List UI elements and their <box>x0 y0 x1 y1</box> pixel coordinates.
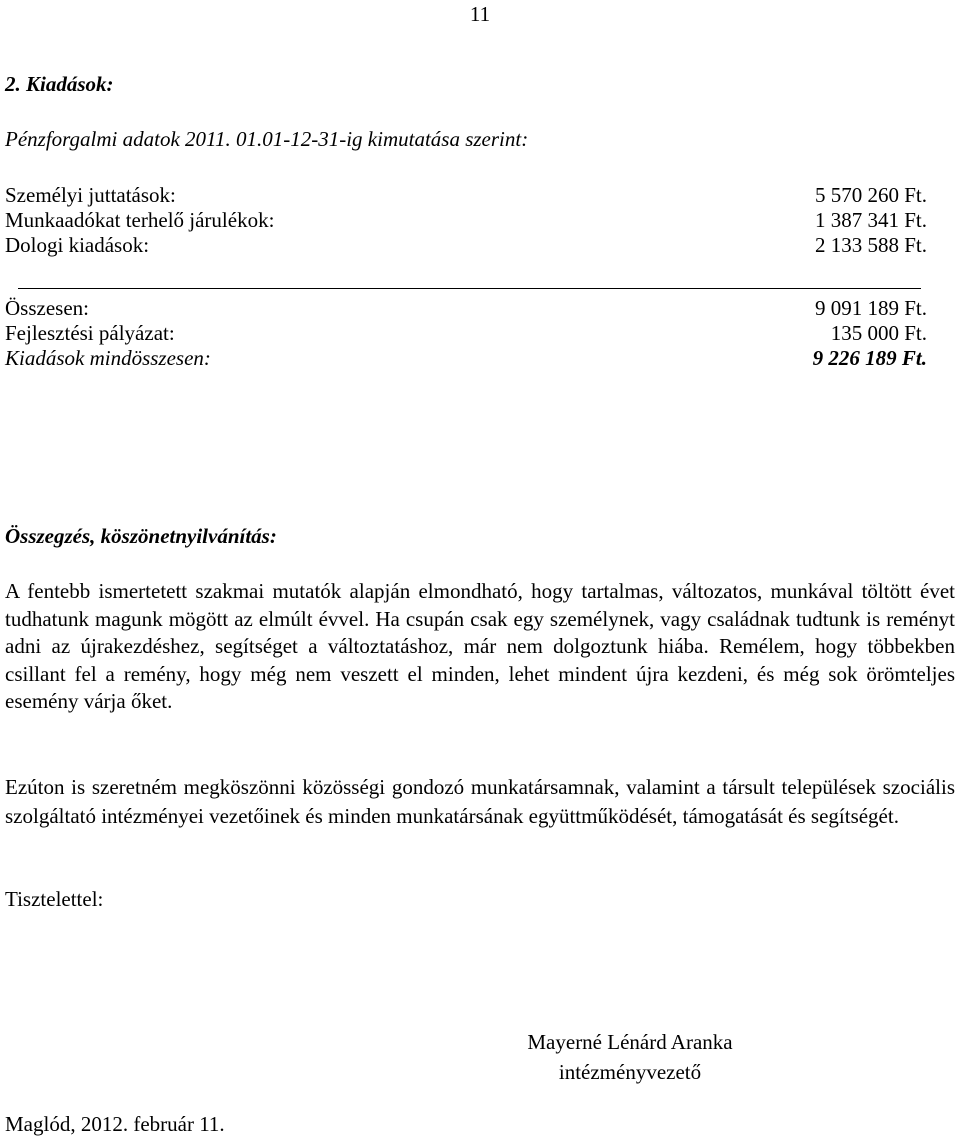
grand-total-label: Kiadások mindösszesen: <box>5 346 211 370</box>
expense-label: Dologi kiadások: <box>5 233 150 257</box>
expense-amount: 5 570 260 Ft. <box>814 183 927 207</box>
page-number: 11 <box>469 2 491 26</box>
total-amount: 9 091 189 Ft. <box>814 296 927 320</box>
signatory-name: Mayerné Lénárd Aranka <box>527 1030 733 1054</box>
total-row <box>5 296 927 321</box>
grant-row <box>5 321 927 346</box>
place-and-date: Maglód, 2012. február 11. <box>5 1112 225 1136</box>
expense-amount: 2 133 588 Ft. <box>814 233 927 257</box>
expense-label: Személyi juttatások: <box>5 183 176 207</box>
closing-greeting: Tisztelettel: <box>5 887 104 911</box>
grant-amount: 135 000 Ft. <box>830 321 927 345</box>
expenses-table <box>5 183 927 258</box>
grand-total-row <box>5 346 927 371</box>
expense-amount: 1 387 341 Ft. <box>814 208 927 232</box>
summary-heading: Összegzés, köszönetnyilvánítás: <box>5 524 277 548</box>
expense-label: Munkaadókat terhelő járulékok: <box>5 208 275 232</box>
grant-label: Fejlesztési pályázat: <box>5 321 175 345</box>
summary-paragraph: A fentebb ismertetett szakmai mutatók alapján elmondható, hogy tartalmas, változatos, munkával töltött évet tudhatunk magunk mögött az elmúlt évvel. Ha csupán csak egy személynek, vagy családnak tudtunk is reményt adni az újrakezdéshez, segítséget a változtatáshoz, már nem dolgoztunk hiába. Remélem, hogy többekben csillant fel a remény, hogy még nem veszett el minden, lehet mindent újra kezdeni, és még sok örömteljes esemény várja őket. <box>5 579 955 714</box>
section-heading: 2. Kiadások: <box>5 72 114 96</box>
signature-block <box>510 1027 750 1087</box>
total-divider <box>18 288 921 289</box>
totals-table <box>5 296 927 371</box>
signatory-title: intézményvezető <box>558 1060 702 1084</box>
thanks-paragraph: Ezúton is szeretném megköszönni közösségi gondozó munkatársamnak, valamint a társult települések szociális szolgáltató intézményei vezetőinek és minden munkatársának együttműködését, támogatását és segítségét. <box>5 775 955 828</box>
total-label: Összesen: <box>5 296 89 320</box>
expense-row <box>5 233 927 258</box>
grand-total-amount: 9 226 189 Ft. <box>812 346 927 370</box>
expense-row <box>5 183 927 208</box>
intro-line: Pénzforgalmi adatok 2011. 01.01-12-31-ig kimutatása szerint: <box>5 127 529 151</box>
expense-row <box>5 208 927 233</box>
